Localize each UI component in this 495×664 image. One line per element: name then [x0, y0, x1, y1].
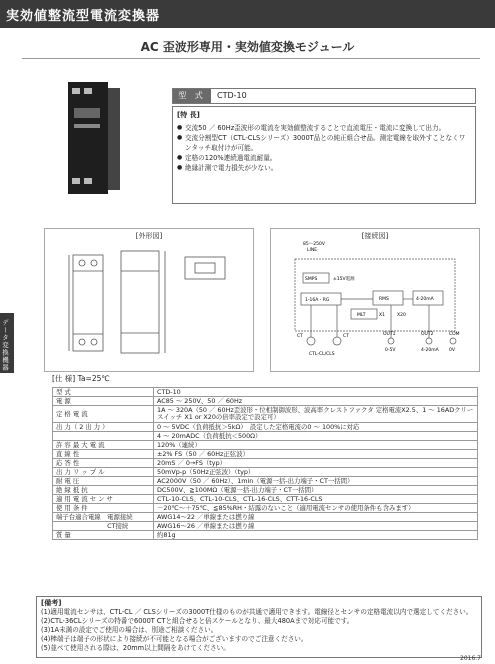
spec-key: 直 線 性	[53, 450, 154, 459]
wiring-out2: OUT2	[421, 332, 434, 337]
table-row	[53, 513, 478, 522]
wiring-ma: 4-20mA	[421, 348, 439, 353]
side-tab	[0, 313, 14, 373]
wiring-supply: 85～250V	[303, 242, 325, 247]
notes-title: [備考]	[41, 599, 62, 607]
issue-date: 2016.7	[460, 655, 481, 662]
spec-value: 120%（連続）	[154, 441, 478, 450]
wiring-figure	[270, 228, 480, 372]
spec-key: 電 源	[53, 397, 154, 406]
note-item: (4)棒端子は端子の形状により接続が不可能となる場合がございますのでご注意ください。	[41, 635, 308, 643]
spec-key: 許 容 最 大 電 流	[53, 441, 154, 450]
table-row	[53, 486, 478, 495]
spec-key: 型 式	[53, 388, 154, 397]
spec-key	[53, 432, 154, 441]
table-row	[53, 459, 478, 468]
side-tab-label: データ変換機器	[1, 319, 9, 372]
wiring-smps: SMPS	[305, 277, 318, 282]
page-title: 実効値整流型電流変換器	[6, 9, 161, 24]
table-row	[53, 432, 478, 441]
spec-value: AWG14～22 ／単線または撚り線	[154, 513, 478, 522]
wiring-v: 0-5V	[385, 348, 396, 353]
wiring-x20: X20	[397, 313, 406, 318]
wiring-mlt: MLT	[357, 313, 366, 318]
table-row	[53, 522, 478, 531]
wiring-out1: OUT1	[383, 332, 396, 337]
spec-key: 質 量	[53, 531, 154, 540]
outline-title: [外形図]	[135, 232, 163, 240]
wiring-com: COM	[449, 332, 460, 337]
notes-box	[36, 596, 482, 658]
wiring-ct1: CT	[297, 334, 303, 339]
note-item: (1)適用電流センサは、CTL-CL ／ CLSシリーズの3000T仕様のものが共通で適用できます。電線径とセンサの定格電流以内で選定してください。	[41, 608, 473, 616]
feature-item: ● 交流50 ／ 60Hz歪波形の電流を実効値整流することで直流電圧・電流に変換して出力。	[177, 123, 471, 133]
spec-value: CTD-10	[154, 388, 478, 397]
table-row	[53, 397, 478, 406]
spec-key: 端子台適合電線 電源接続	[53, 513, 154, 522]
spec-value: 4 ～ 20mADC（負荷抵抗＜500Ω）	[154, 432, 478, 441]
spec-value: AC2000V（50 ／ 60Hz）、1min（電源一括-出力端子・CT一括間）	[154, 477, 478, 486]
table-row	[53, 495, 478, 504]
features-box	[172, 106, 476, 204]
wiring-rms: RMS	[379, 297, 389, 302]
model-value: CTD-10	[217, 91, 247, 100]
spec-value: 20mS ／ 0→FS（typ）	[154, 459, 478, 468]
feature-item: ● 定格の120%連続過電流耐量。	[177, 153, 471, 163]
spec-value: DC500V、≧100MΩ（電源一括-出力端子・CT一括間）	[154, 486, 478, 495]
header-bar	[0, 0, 495, 28]
wiring-out-block: 4-20mA	[416, 297, 434, 302]
spec-value: 50mVp-p（50Hz正弦波）（typ）	[154, 468, 478, 477]
spec-value: 約81g	[154, 531, 478, 540]
wiring-plus15: ±15V電源	[333, 277, 355, 282]
table-row	[53, 388, 478, 397]
spec-value: AC85 ～ 250V、50 ／ 60Hz	[154, 397, 478, 406]
product-subtitle: AC 歪波形専用・実効値変換モジュール	[140, 40, 355, 54]
feature-item: ● 絶縁計測で電力損失が少ない。	[177, 163, 471, 173]
product-photo	[62, 78, 126, 200]
spec-value: ±2% FS（50 ／ 60Hz正弦波）	[154, 450, 478, 459]
wiring-x1: X1	[379, 313, 385, 318]
wiring-line: LINE	[307, 248, 318, 253]
model-box	[172, 88, 476, 104]
wiring-ov: 0V	[449, 348, 455, 353]
spec-key: 応 答 性	[53, 459, 154, 468]
spec-title: [仕 様] Ta=25℃	[52, 374, 110, 383]
spec-key: 出 力（ 2 出 力 ）	[53, 423, 154, 432]
spec-key: 耐 電 圧	[53, 477, 154, 486]
features-title: [特 長]	[177, 111, 200, 119]
wiring-drawing	[271, 241, 479, 369]
wiring-range: 1-16A・RG	[305, 298, 330, 303]
wiring-ct2: CT	[343, 334, 349, 339]
spec-table	[52, 387, 478, 540]
table-row	[53, 406, 478, 423]
table-row	[53, 450, 478, 459]
wiring-title: [接続図]	[361, 232, 389, 240]
note-item: (3)1A未満の設定でご使用の場合は、別途ご相談ください。	[41, 626, 218, 634]
model-label: 型 式	[173, 89, 211, 103]
spec-key: 適 用 電 流 セ ン サ	[53, 495, 154, 504]
table-row	[53, 441, 478, 450]
spec-value: 1A ～ 320A（50 ／ 60Hz歪波形・位相制御波形、波高率クレストファクタ 定格電流X2.5、1 ～ 16ADクリースイッチ X1 or X20の倍率設定で設定可）	[154, 406, 478, 423]
spec-key: 定 格 電 流	[53, 406, 154, 423]
spec-value: CTL-10-CLS、CTL-10-CLS、CTL-16-CLS、CTT-16-CLS	[154, 495, 478, 504]
spec-value: 0 ～ 5VDC（負荷抵抗＞5kΩ） 設定した定格電流の0 ～ 100%に対応	[154, 423, 478, 432]
spec-key: 使 用 条 件	[53, 504, 154, 513]
table-row	[53, 468, 478, 477]
outline-drawing	[45, 241, 253, 369]
spec-key: CT接続	[53, 522, 154, 531]
spec-key: 絶 縁 抵 抗	[53, 486, 154, 495]
wiring-ctl: CTL-CL/CLS	[309, 352, 335, 357]
note-item: (5)並べて使用される際は、20mm以上間隔をあけてください。	[41, 644, 230, 652]
outline-figure	[44, 228, 254, 372]
spec-value: AWG16～26 ／単線または撚り線	[154, 522, 478, 531]
table-row	[53, 504, 478, 513]
table-row	[53, 531, 478, 540]
table-row	[53, 477, 478, 486]
spec-key: 出 力 リ ッ プ ル	[53, 468, 154, 477]
spec-value: －20℃～＋75℃、≦85%RH・結露のないこと（適用電流センサの使用条件も含みます）	[154, 504, 478, 513]
table-row	[53, 423, 478, 432]
feature-item: ● 交流分割型CT（CTL-CLSシリーズ）3000T品との純正組合せ品。測定電線を取外すことなくワンタッチ取付けが可能。	[177, 133, 471, 153]
subtitle-divider	[22, 58, 480, 59]
note-item: (2)CTL-36CLシリーズの特番で6000T CTと組合せると倍スケールとなり、最大480Aまで対応可能です。	[41, 617, 354, 625]
